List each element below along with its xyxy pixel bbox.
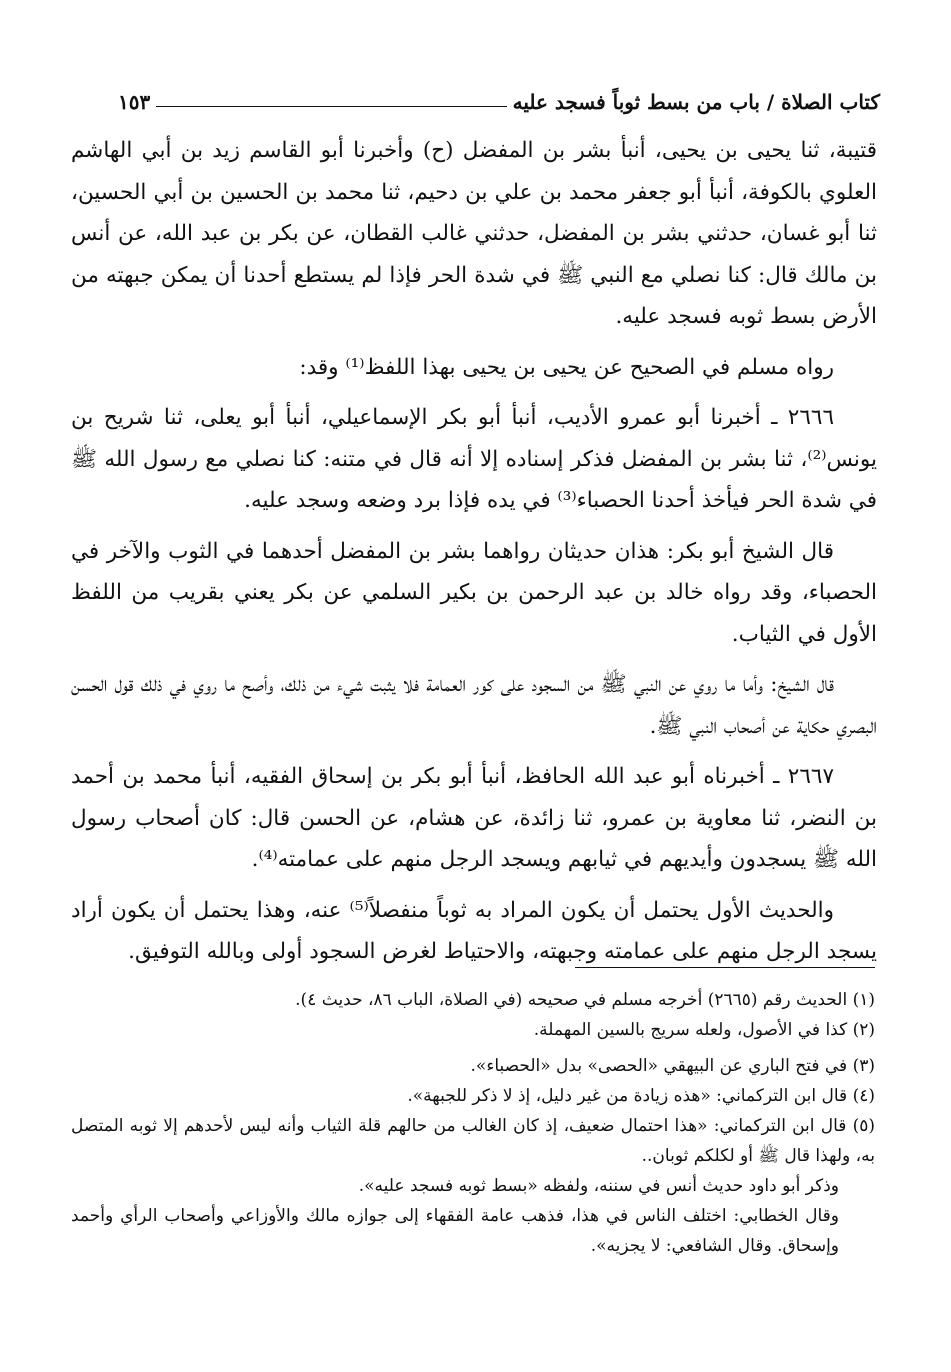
footnote-2: (٢) كذا في الأصول، ولعله سريج بالسين المهملة. (533, 1020, 875, 1040)
footnote-5-line-b: وذكر أبو داود حديث أنس في سننه، ولفظه «بسط ثوبه فسجد عليه». (358, 1176, 839, 1196)
paragraph-continuation: قتيبة، ثنا يحيى بن يحيى، أنبأ بشر بن المفضل (ح) وأخبرنا أبو القاسم زيد بن أبي الهاشم العلوي بالكوفة، أنبأ أبو جعفر محمد بن علي بن دحيم، ثنا محمد بن الحسين بن أبي الحسين، ثنا أبو غسان، حدثني بشر بن المفضل، حدثني غالب القطان، عن بكر بن عبد الله، عن أنس بن مالك قال: كنا نصلي مع النبي ﷺ في شدة الحر فإذا لم يستطع أحدنا أن يمكن جبهته من الأرض بسط ثوبه فسجد عليه. (71, 138, 877, 329)
header-rule (156, 106, 506, 107)
hadith-2667: ٢٦٦٧ ـ أخبرناه أبو عبد الله الحافظ، أنبأ أبو بكر بن إسحاق الفقيه، أنبأ محمد بن أحمد بن النضر، ثنا معاوية بن عمرو، ثنا زائدة، عن هشام، عن الحسن قال: كان أصحاب رسول الله ﷺ يسجدون وأيديهم في ثيابهم ويسجد الرجل منهم على عمامته⁽⁴⁾. (71, 764, 877, 872)
footnote-5-line-c: وقال الخطابي: اختلف الناس في هذا، فذهب عامة الفقهاء إلى جوازه مالك والأوزاعي وأصحاب الرأي وأحمد وإسحاق. وقال الشافعي: لا يجزيه». (71, 1206, 839, 1256)
footnote-1: (١) الحديث رقم (٢٦٦٥) أخرجه مسلم في صحيحه (في الصلاة، الباب ٨٦، حديث ٤). (295, 990, 875, 1010)
footnote-5: (٥) قال ابن التركماني: «هذا احتمال ضعيف، إذ كان الغالب من حالهم قلة الثياب وأنه ليس لأحدهم إلا ثوبه المتصل به، ولهذا قال ﷺ أو لكلكم ثوبان.. (71, 1116, 875, 1166)
paragraph-muslim-narration: رواه مسلم في الصحيح عن يحيى بن يحيى بهذا اللفظ⁽¹⁾ وقد: (299, 354, 834, 380)
footnote-5-continuation-b (71, 1201, 875, 1261)
running-header (118, 84, 880, 114)
hadith-2666: ٢٦٦٦ ـ أخبرنا أبو عمرو الأديب، أنبأ أبو بكر الإسماعيلي، أنبأ أبو يعلى، ثنا شريح بن يونس⁽²⁾، ثنا بشر بن المفضل فذكر إسناده إلا أنه قال في متنه: كنا نصلي مع رسول الله ﷺ في شدة الحر فيأخذ أحدنا الحصباء⁽³⁾ في يده فإذا برد وضعه وسجد عليه. (71, 405, 877, 513)
main-text (71, 130, 877, 973)
footnotes (71, 985, 875, 1261)
footnote-5-continuation-a (71, 1171, 875, 1201)
footnote-4: (٤) قال ابن التركماني: «هذه زيادة من غير دليل، إذ لا ذكر للجبهة». (407, 1086, 875, 1106)
paragraph-conclusion: والحديث الأول يحتمل أن يكون المراد به ثوباً منفصلاً⁽⁵⁾ عنه، وهذا يحتمل أن يكون أراد يسجد الرجل منهم على عمامته وجبهته، والاحتياط لغرض السجود أولى وبالله التوفيق. (71, 897, 877, 964)
footnote-3: (٣) في فتح الباري عن البيهقي «الحصى» بدل «الحصباء». (470, 1056, 875, 1076)
footnote-separator (575, 967, 875, 968)
paragraph-shaykh-abu-bakr: قال الشيخ أبو بكر: هذان حديثان رواهما بشر بن المفضل أحدهما في الثوب والآخر في الحصباء، وقد رواه خالد بن عبد الرحمن بن بكير السلمي عن بكر يعني بقريب من اللفظ الأول في الثياب. (71, 538, 877, 647)
chapter-title: كتاب الصلاة / باب من بسط ثوباً فسجد عليه (512, 90, 880, 114)
paragraph-shaykh-comment: قال الشيخ: وأما ما روي عن النبي ﷺ من السجود على كور العمامة فلا يثبت شيء من ذلك، وأصح ما روي في ذلك قول الحسن البصري حكاية عن أصحاب النبي ﷺ. (71, 672, 877, 739)
page-number: ١٥٣ (118, 90, 151, 114)
